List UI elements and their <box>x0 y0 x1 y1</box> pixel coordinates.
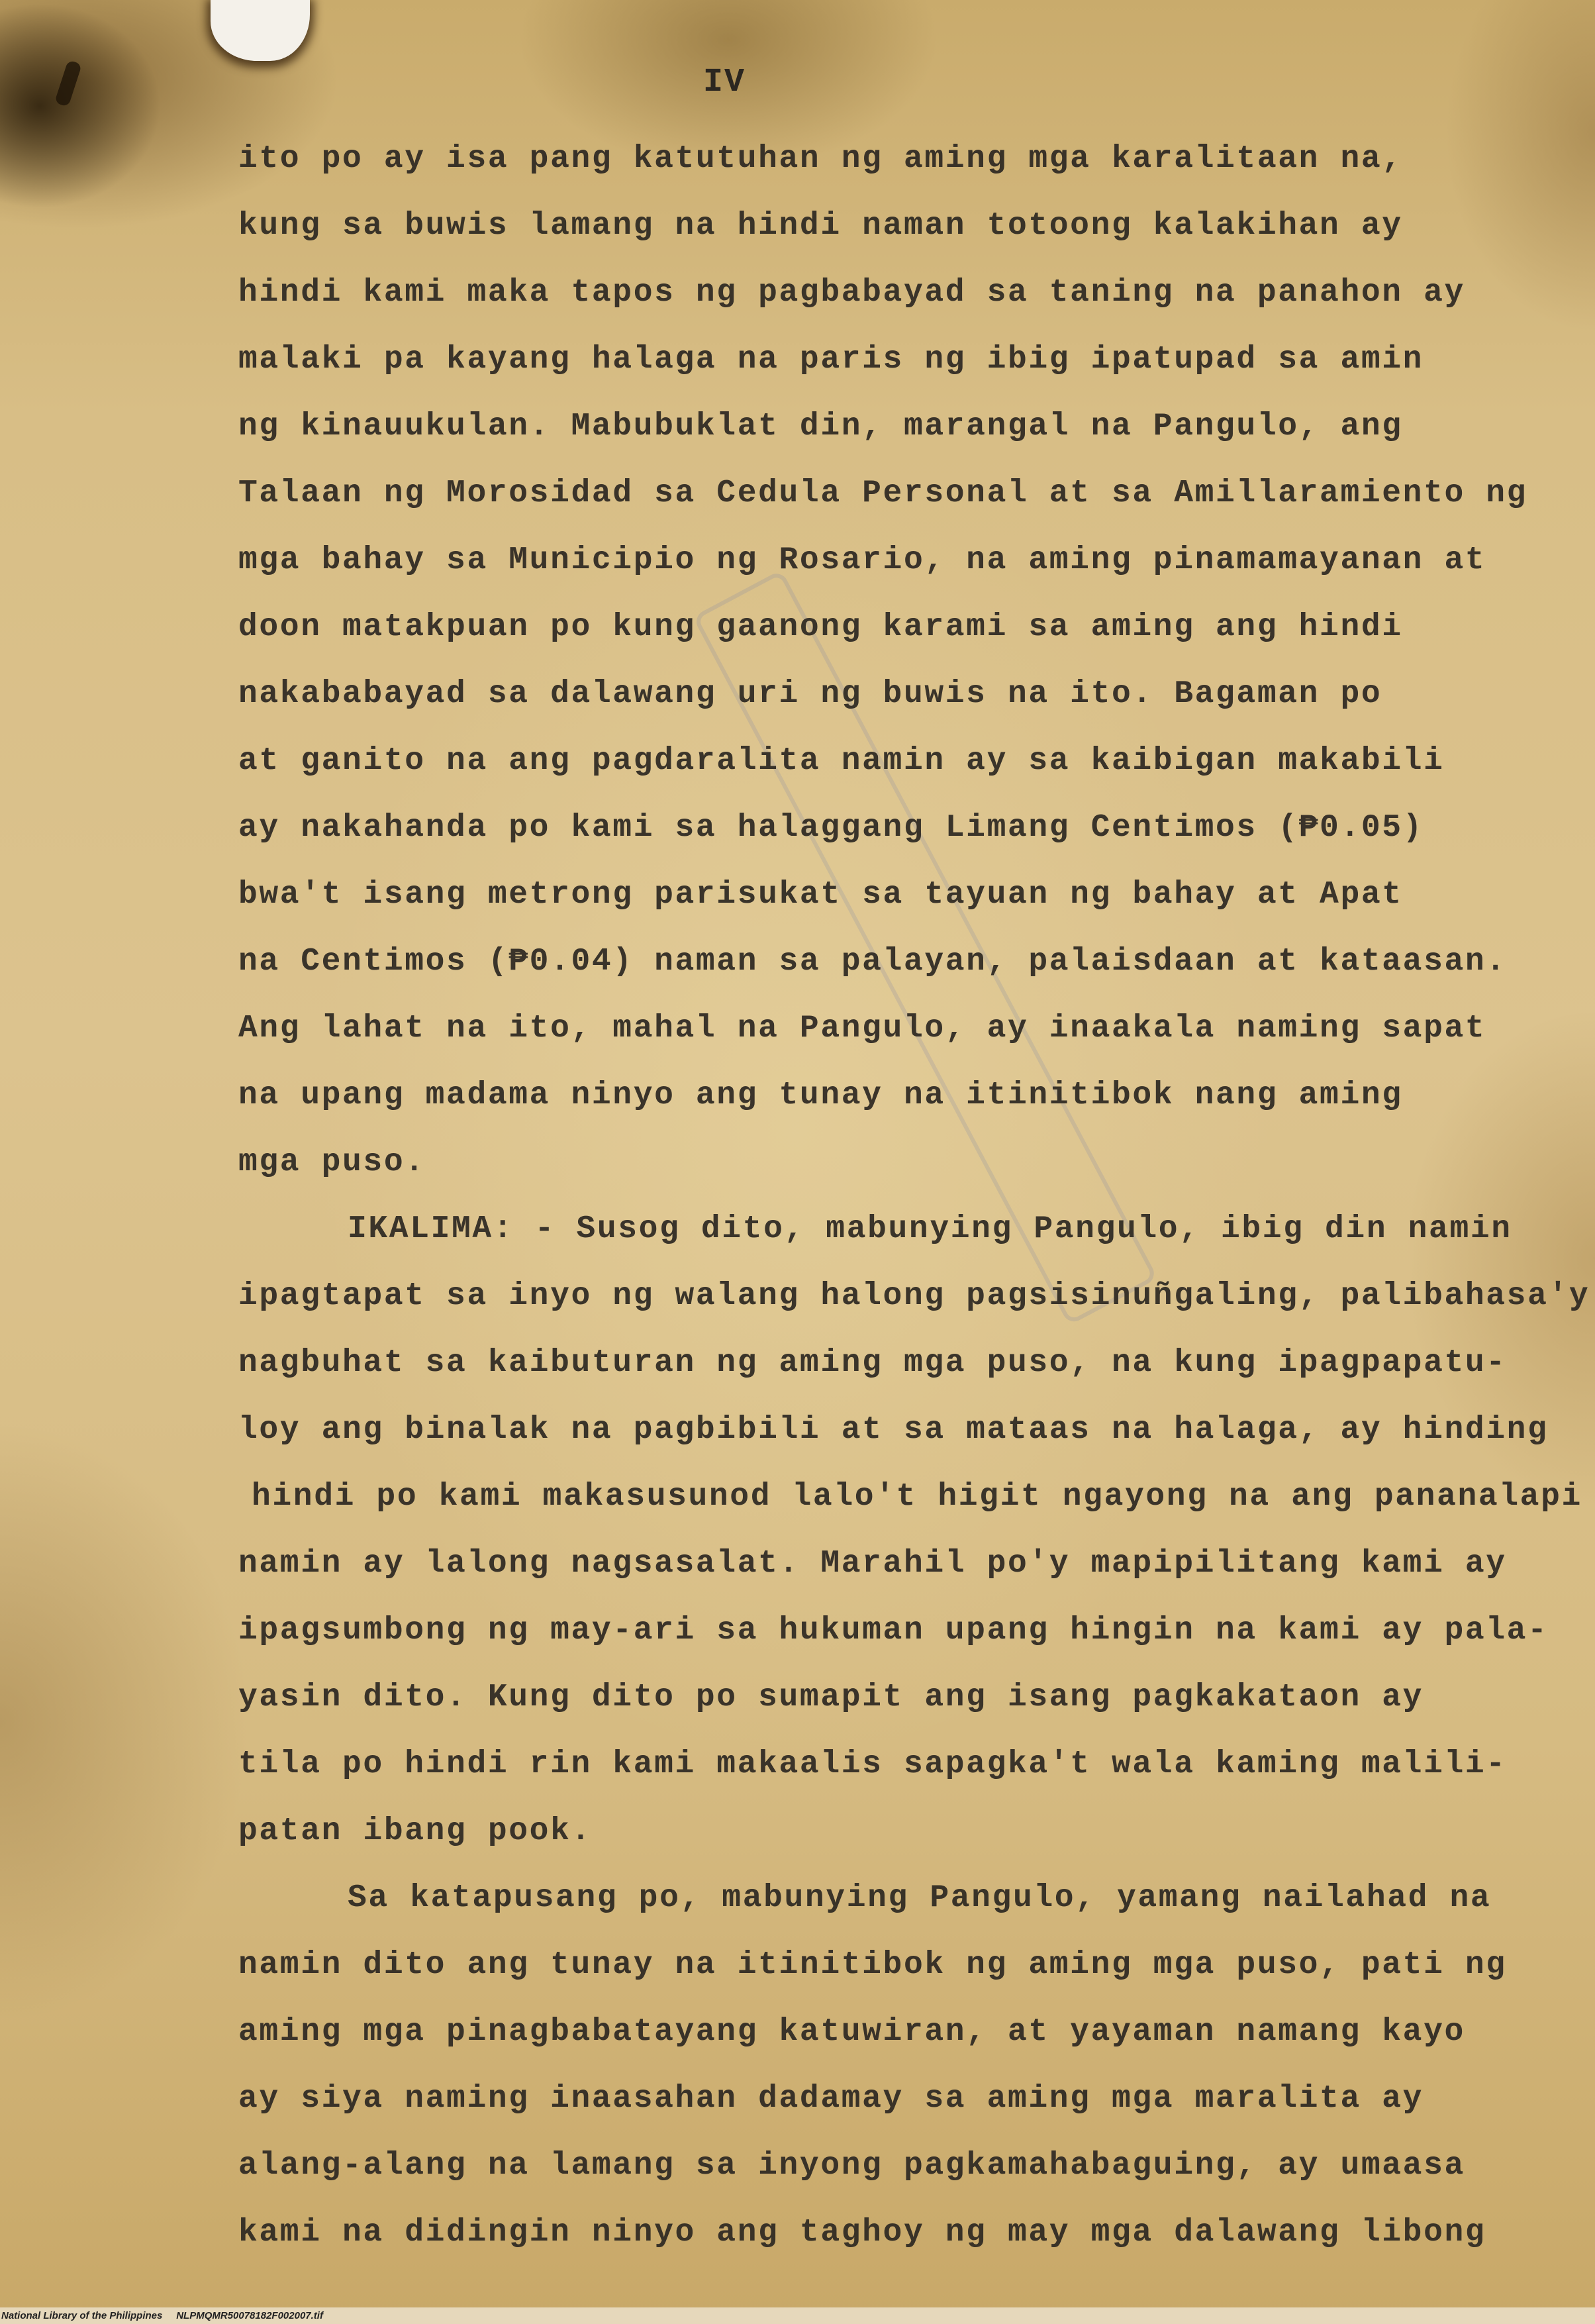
text-line: doon matakpuan po kung gaanong karami sa aming ang hindi <box>238 609 1403 645</box>
paragraph-start-line: IKALIMA: - Susog dito, mabunying Pangulo, ibig din namin <box>348 1211 1512 1247</box>
text-line: ipagtapat sa inyo ng walang halong pagsisinuñgaling, palibahasa'y <box>238 1278 1590 1314</box>
text-line: tila po hindi rin kami makaalis sapagka't wala kaming malili- <box>238 1746 1507 1782</box>
burn-mark <box>54 60 82 107</box>
text-line: Talaan ng Morosidad sa Cedula Personal at sa Amillaramiento ng <box>238 476 1528 511</box>
text-line: kung sa buwis lamang na hindi naman totoong kalakihan ay <box>238 208 1403 244</box>
text-line: Ang lahat na ito, mahal na Pangulo, ay inaakala naming sapat <box>238 1011 1486 1046</box>
paragraph-start-line: Sa katapusang po, mabunying Pangulo, yamang nailahad na <box>348 1880 1492 1916</box>
text-line: patan ibang pook. <box>238 1813 592 1849</box>
text-line: namin ay lalong nagsasalat. Marahil po'y mapipilitang kami ay <box>238 1546 1507 1582</box>
text-line: hindi po kami makasusunod lalo't higit ngayong na ang pananalapi <box>252 1479 1582 1515</box>
text-line: na Centimos (₱0.04) naman sa palayan, palaisdaan at kataasan. <box>238 944 1507 980</box>
text-line: nakababayad sa dalawang uri ng buwis na ito. Bagaman po <box>238 676 1382 712</box>
text-line: mga bahay sa Municipio ng Rosario, na aming pinamamayanan at <box>238 542 1486 578</box>
text-line: hindi kami maka tapos ng pagbabayad sa taning na panahon ay <box>238 275 1465 311</box>
text-line: bwa't isang metrong parisukat sa tayuan ng bahay at Apat <box>238 877 1403 913</box>
text-line: ipagsumbong ng may-ari sa hukuman upang hingin na kami ay pala- <box>238 1613 1549 1648</box>
text-line: ng kinauukulan. Mabubuklat din, marangal na Pangulo, ang <box>238 409 1403 444</box>
body-text <box>238 126 1590 2266</box>
burn-damage <box>211 0 310 61</box>
text-line: ay nakahanda po kami sa halaggang Limang Centimos (₱0.05) <box>238 810 1424 846</box>
page-number: IV <box>703 64 746 101</box>
text-line: yasin dito. Kung dito po sumapit ang isang pagkakataon ay <box>238 1680 1424 1715</box>
text-line: ay siya naming inaasahan dadamay sa aming mga maralita ay <box>238 2081 1424 2117</box>
text-line: mga puso. <box>238 1144 426 1180</box>
text-line: namin dito ang tunay na itinitibok ng aming mga puso, pati ng <box>238 1947 1507 1983</box>
text-line: kami na didingin ninyo ang taghoy ng may mga dalawang libong <box>238 2215 1486 2250</box>
text-line: na upang madama ninyo ang tunay na itinitibok nang aming <box>238 1078 1403 1113</box>
text-line: at ganito na ang pagdaralita namin ay sa kaibigan makabili <box>238 743 1445 779</box>
text-line: malaki pa kayang halaga na paris ng ibig ipatupad sa amin <box>238 342 1424 378</box>
text-line: aming mga pinagbabatayang katuwiran, at yayaman namang kayo <box>238 2014 1465 2050</box>
text-line: ito po ay isa pang katutuhan ng aming mga karalitaan na, <box>238 141 1403 177</box>
text-line: loy ang binalak na pagbibili at sa mataas na halaga, ay hinding <box>238 1412 1549 1448</box>
text-line: nagbuhat sa kaibuturan ng aming mga puso, na kung ipagpapatu- <box>238 1345 1507 1381</box>
archive-footer: National Library of the Philippines NLPMQMR50078182F002007.tif <box>0 2307 1595 2324</box>
text-line: alang-alang na lamang sa inyong pagkamahabaguing, ay umaasa <box>238 2148 1465 2184</box>
